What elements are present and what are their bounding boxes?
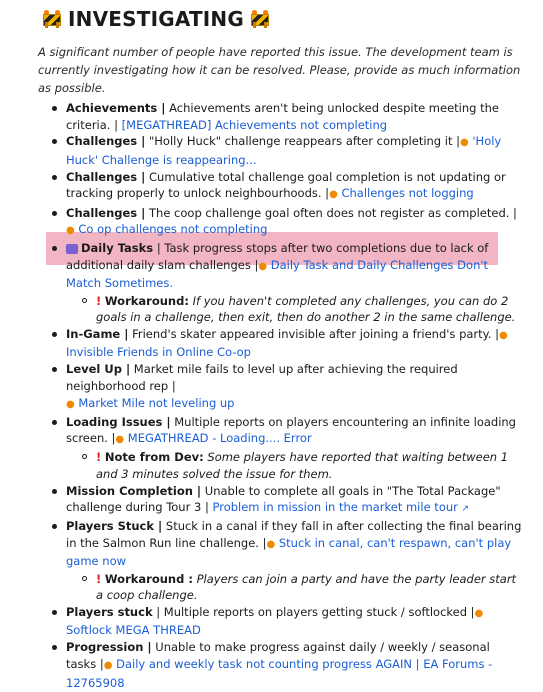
list-item bbox=[0, 414, 543, 449]
item-category: Progression | bbox=[66, 640, 152, 655]
list-item bbox=[0, 604, 543, 639]
item-link[interactable]: Daily and weekly task not counting progress AGAIN | EA Forums - 12765908 bbox=[66, 657, 493, 690]
sub-item bbox=[0, 293, 543, 326]
page-title bbox=[42, 6, 270, 32]
item-link[interactable]: Invisible Friends in Online Co-op bbox=[66, 345, 251, 360]
list-item bbox=[0, 361, 543, 413]
list-item bbox=[0, 518, 543, 570]
item-category: Players Stuck | bbox=[66, 519, 163, 534]
item-category: Challenges | bbox=[66, 205, 146, 220]
item-description: Market mile fails to level up after achieving the required neighborhood rep | bbox=[66, 362, 458, 393]
list-item bbox=[0, 133, 543, 168]
item-link[interactable]: Stuck in canal, can't respawn, can't play game now bbox=[66, 535, 512, 569]
item-category: Players stuck bbox=[66, 604, 153, 619]
item-description: Unable to make progress against daily / weekly / seasonal tasks | bbox=[66, 640, 490, 671]
sub-item-text: Players can join a party and have the party leader start a coop challenge. bbox=[96, 571, 517, 603]
new-tag-icon bbox=[66, 244, 78, 254]
exclamation-icon: ! bbox=[96, 450, 102, 465]
external-link-icon: ↗ bbox=[461, 504, 470, 515]
item-description: Multiple reports on players encountering an infinite loading screen. | bbox=[66, 414, 516, 446]
intro-text: A significant number of people have reported this issue. The development team is currently investigating how it can be resolved. Please, provide as much information as possible. bbox=[38, 45, 521, 95]
construction-barrier-icon bbox=[42, 10, 62, 28]
sub-item-label: Workaround : bbox=[104, 571, 193, 586]
sub-item-text: Some players have reported that waiting between 1 and 3 minutes solved the issue for them. bbox=[96, 450, 509, 481]
sub-item bbox=[0, 571, 543, 604]
list-item bbox=[0, 169, 543, 204]
pin-icon: ● bbox=[499, 329, 508, 341]
item-description: Achievements aren't being unlocked despite meeting the criteria. | bbox=[66, 101, 499, 132]
item-category: Challenges | bbox=[66, 134, 146, 149]
item-link[interactable]: Problem in mission in the market mile tour bbox=[208, 500, 458, 515]
item-category: Level Up | bbox=[66, 362, 131, 377]
item-description: The coop challenge goal often does not register as completed. | bbox=[145, 205, 517, 220]
pin-icon: ● bbox=[66, 398, 75, 410]
list-item bbox=[0, 639, 543, 691]
item-link[interactable]: 'Holy Huck' Challenge is reappearing... bbox=[66, 134, 502, 167]
sub-item-label: Workaround: bbox=[104, 293, 189, 308]
pin-icon: ● bbox=[266, 538, 276, 550]
exclamation-icon: ! bbox=[96, 293, 102, 308]
exclamation-icon: ! bbox=[96, 571, 102, 586]
item-description: | Multiple reports on players getting stuck / softlocked | bbox=[152, 604, 475, 619]
item-link[interactable]: Daily Task and Daily Challenges Don't Match Sometimes. bbox=[66, 257, 489, 291]
item-description: Task progress stops after two completions due to lack of additional daily slam challenges | bbox=[66, 241, 489, 272]
list-item bbox=[0, 100, 543, 133]
list-item bbox=[0, 326, 543, 361]
sub-item-label: Note from Dev: bbox=[104, 450, 204, 465]
pin-icon: ● bbox=[66, 225, 75, 237]
item-description: Unable to complete all goals in "The Total Package" challenge during Tour 3 | bbox=[66, 483, 501, 515]
item-description: "Holly Huck" challenge reappears after completing it | bbox=[145, 134, 460, 149]
item-separator: | bbox=[156, 241, 161, 256]
sub-item-text: If you haven't completed any challenges, you can do 2 goals in a challenge, then exit, then do another 2 in the same challenge. bbox=[96, 293, 516, 325]
item-link[interactable]: Market Mile not leveling up bbox=[74, 395, 235, 410]
pin-icon: ● bbox=[329, 189, 338, 201]
construction-barrier-icon bbox=[250, 10, 270, 28]
list-item bbox=[0, 205, 543, 240]
title-text: INVESTIGATING bbox=[68, 7, 244, 31]
item-category: In-Game | bbox=[66, 326, 129, 341]
item-category: Challenges | bbox=[66, 169, 146, 184]
item-category: Daily Tasks bbox=[81, 241, 154, 256]
item-link[interactable]: [MEGATHREAD] Achievements not completing bbox=[121, 117, 388, 132]
item-link[interactable]: Softlock MEGA THREAD bbox=[66, 623, 201, 638]
pin-icon: ● bbox=[474, 607, 484, 619]
item-link[interactable]: Co op challenges not completing bbox=[74, 222, 268, 237]
item-category: Mission Completion | bbox=[66, 483, 202, 498]
item-link[interactable]: Challenges not logging bbox=[337, 186, 474, 201]
item-description: Stuck in a canal if they fall in after collecting the final bearing in the Salmon Run line challenge. | bbox=[66, 519, 522, 550]
pin-icon: ● bbox=[103, 660, 113, 671]
list-item-highlighted bbox=[0, 240, 543, 292]
item-link[interactable]: MEGATHREAD - Loading.... Error bbox=[124, 431, 312, 446]
item-category: Achievements | bbox=[66, 101, 166, 115]
issue-list bbox=[0, 100, 543, 692]
item-category: Loading Issues | bbox=[66, 414, 171, 429]
list-item bbox=[0, 483, 543, 518]
pin-icon: ● bbox=[460, 137, 469, 149]
item-description: Friend's skater appeared invisible after joining a friend's party. | bbox=[128, 326, 499, 341]
item-description: Cumulative total challenge goal completion is not updating or tracking properly to unlock neighbourhoods. | bbox=[66, 169, 506, 201]
pin-icon: ● bbox=[115, 434, 125, 446]
sub-item bbox=[0, 449, 543, 482]
pin-icon: ● bbox=[258, 260, 268, 272]
